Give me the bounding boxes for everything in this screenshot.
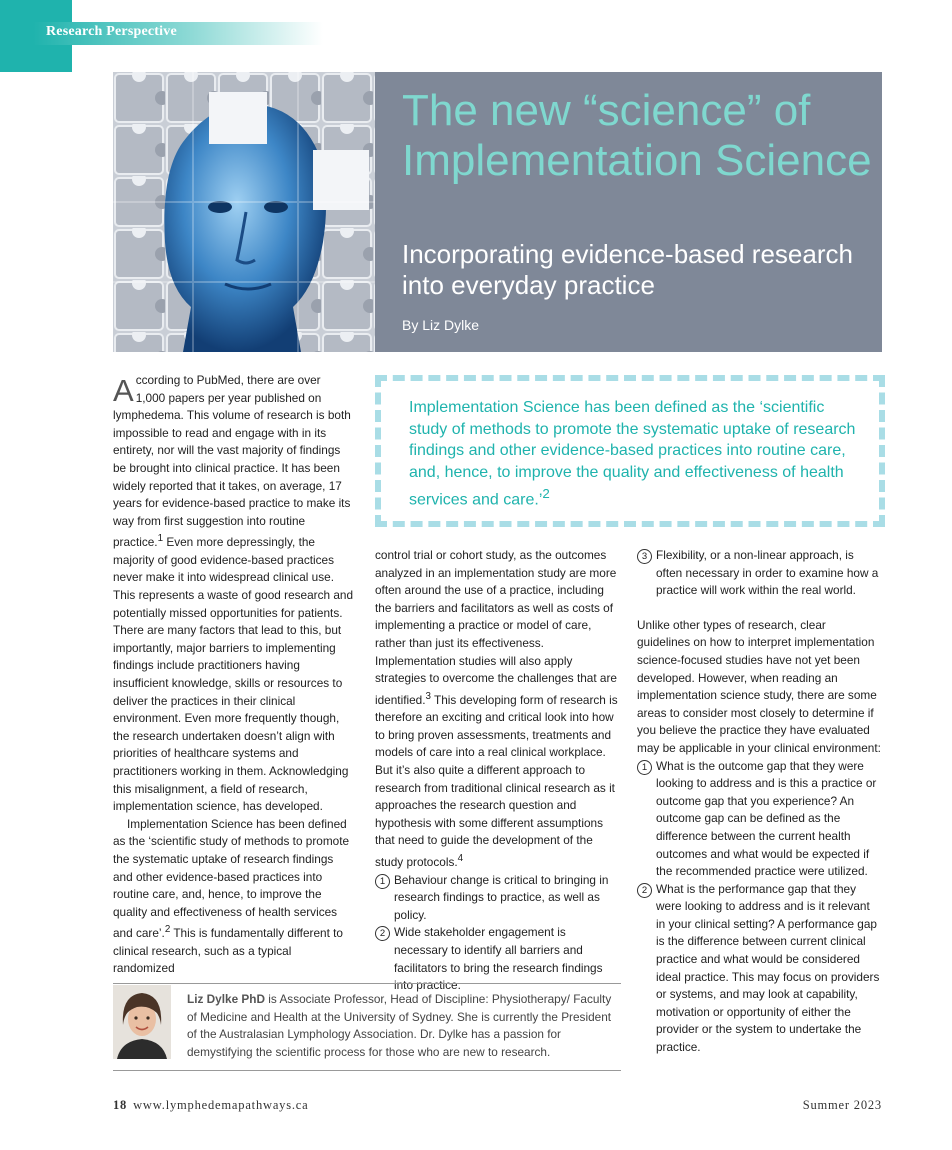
list-item	[637, 758, 882, 881]
author-avatar	[113, 985, 171, 1059]
definition-text-cont: This is fundamentally different to clinical research, such as a typical randomized	[113, 926, 343, 976]
footer-url[interactable]: www.lymphedemapathways.ca	[133, 1098, 309, 1112]
author-name: Liz Dylke PhD	[187, 992, 266, 1006]
column-1	[113, 372, 353, 978]
reference-1: 1	[157, 533, 164, 545]
column-2-text-cont: This developing form of research is therefore an exciting and critical look into how to bring proven assessments, treatments and models of care into a real clinical workplace. But it’s also quite a different approach to research from traditional clinical research as it approaches the research question and hypothesis with some different assumptions that need to guide the development of the study protocols.	[375, 692, 618, 869]
pull-quote-reference: 2	[542, 486, 550, 501]
definition-paragraph	[113, 816, 353, 978]
list-number: 1	[637, 760, 652, 775]
list-item	[375, 872, 620, 925]
author-bio	[187, 991, 619, 1061]
list-item	[637, 547, 882, 600]
list-item-text: Wide stakeholder engagement is necessary to identify all barriers and facilitators to bring the research findings into practice.	[394, 925, 603, 993]
pull-quote-box	[375, 375, 885, 527]
hero-banner	[113, 72, 882, 352]
list-number: 1	[375, 874, 390, 889]
list-item-text: Flexibility, or a non-linear approach, is often necessary in order to examine how a practice will work within the real world.	[656, 548, 879, 598]
intro-paragraph	[113, 372, 353, 816]
list-number: 3	[637, 549, 652, 564]
list-number: 2	[637, 883, 652, 898]
intro-text-cont: Even more depressingly, the majority of good evidence-based practices never make it into widespread clinical use. This represents a waste of good research and potentially missed opportunities for patients. There are many factors that lead to this, but importantly, major barriers to implementing findings include practitioners having insufficient knowledge, skills or resources to deliver the practices in their clinical environment. Even more frequently though, the research undertaken doesn’t align with priorities of healthcare systems and practitioners working in them. Acknowledging this misalignment, a field of research, implementation science, has developed.	[113, 535, 354, 814]
list-item-text: What is the performance gap that they were looking to address and is it relevant in your clinical setting? A performance gap is the difference between current clinical practice and what would be considered ideal practice. This may focus on providers or systems, and may look at capability, motivation or opportunity of either the provider or the system to undertake the practice.	[656, 881, 880, 1055]
puzzle-head-icon	[113, 72, 375, 352]
reference-3: 3	[425, 690, 431, 702]
paragraph-gap	[637, 600, 882, 617]
pull-quote	[409, 397, 864, 511]
article-title: The new “science” of Implementation Science	[402, 86, 872, 185]
list-item-text: What is the outcome gap that they were looking to address and is this a practice or outcome gap that you experience? An outcome gap can be defined as the difference between the current health outcomes and what would be expected if the recommended practice were utilized.	[656, 758, 877, 879]
author-bio-text: is Associate Professor, Head of Discipline: Physiotherapy/ Faculty of Medicine and Health at the University of Sydney. She is currently the President of the Australasian Lymphology Association. Dr. Dylke has a passion for demystifying the scientific process for those who are new to research.	[187, 992, 612, 1059]
drop-cap: A	[113, 373, 134, 408]
column-2-paragraph	[375, 547, 620, 872]
column-3-paragraph: Unlike other types of research, clear guidelines on how to interpret implementation science-focused studies have not yet been developed. However, when reading an implementation science study, there are some areas to consider most closely to determine if you believe the practice they have evaluated may be applicable in your clinical environment:	[637, 617, 881, 755]
article-subtitle: Incorporating evidence-based research into everyday practice	[402, 239, 853, 300]
list-item	[637, 881, 882, 1057]
bio-divider-top	[113, 983, 621, 984]
intro-text: ccording to PubMed, there are over 1,000 papers per year published on lymphedema. This volume of research is both impossible to read and engage with in its entirety, nor will the vast majority of findings be brought into clinical practice. It has been widely reported that it takes, on average, 17 years for evidence-based practice to make its way from first suggestion into routine practice.	[113, 373, 351, 550]
byline: By Liz Dylke	[402, 317, 480, 333]
list-number: 2	[375, 926, 390, 941]
reference-4: 4	[457, 853, 464, 865]
section-label: Research Perspective	[46, 24, 177, 39]
definition-text: Implementation Science has been defined as the ‘scientific study of methods to promote the systematic uptake of research findings and other evidence-based practices into routine care, and, hence, to improve the quality and effectiveness of health services and care’.	[113, 816, 350, 941]
bio-divider-bottom	[113, 1070, 621, 1071]
page-number: 18	[113, 1098, 128, 1112]
footer-left	[113, 1098, 309, 1113]
column-2	[375, 547, 620, 995]
list-item-text: Behaviour change is critical to bringing in research findings to practice, as well as policy.	[394, 872, 609, 922]
column-3	[637, 547, 882, 1057]
reference-2: 2	[164, 924, 171, 936]
list-item	[375, 924, 620, 994]
issue-label: Summer 2023	[802, 1098, 882, 1112]
pull-quote-text: Implementation Science has been defined as the ‘scientific study of methods to promote the systematic uptake of research findings and other evidence-based practices into routine care, and, hence, to improve the quality and effectiveness of health services and care.’	[409, 399, 856, 509]
column-2-text: control trial or cohort study, as the outcomes analyzed in an implementation study are more often around the use of a practice, including the barriers and facilitators as well as costs of implementing a practice or model of care, rather than just its effectiveness. Implementation studies will also apply strategies to overcome the challenges that are identified.	[375, 548, 617, 707]
